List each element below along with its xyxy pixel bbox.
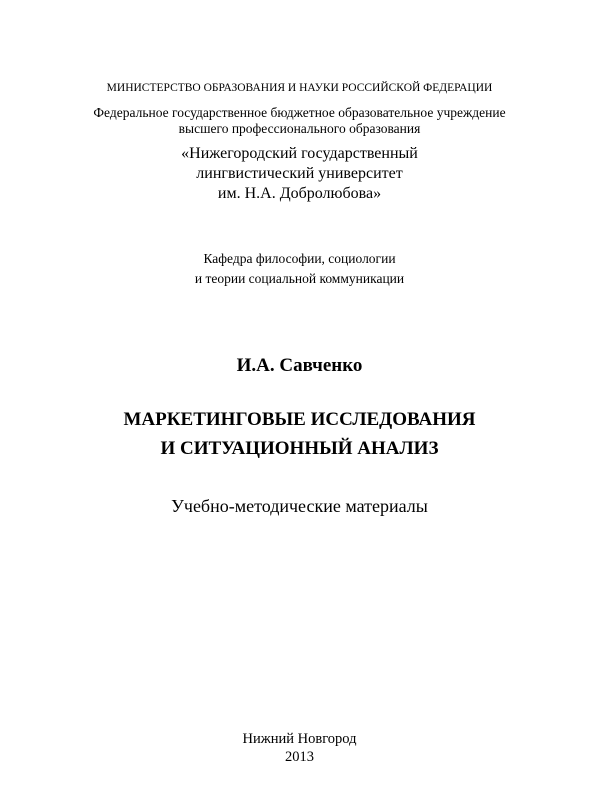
institution-line-2: высшего профессионального образования: [178, 121, 421, 136]
institution-line-1: Федеральное государственное бюджетное образовательное учреждение: [93, 105, 506, 120]
publication-year: 2013: [285, 749, 314, 765]
book-subtitle: Учебно-методические материалы: [171, 496, 428, 516]
university-name-line-3: им. Н.А. Добролюбова»: [217, 185, 382, 202]
department-line-2: и теории социальной коммуникации: [194, 271, 405, 286]
department-line-1: Кафедра философии, социологии: [203, 251, 396, 266]
university-name-line-1: «Нижегородский государственный: [181, 145, 418, 162]
university-name-line-2: лингвистический университет: [196, 165, 403, 182]
publication-city: Нижний Новгород: [242, 731, 357, 747]
book-title-line-2: И СИТУАЦИОННЫЙ АНАЛИЗ: [160, 438, 439, 459]
book-title-line-1: МАРКЕТИНГОВЫЕ ИССЛЕДОВАНИЯ: [123, 409, 476, 430]
ministry-heading: МИНИСТЕРСТВО ОБРАЗОВАНИЯ И НАУКИ РОССИЙСКОЙ ФЕДЕРАЦИИ: [106, 82, 493, 94]
author-name: И.А. Савченко: [236, 355, 363, 376]
